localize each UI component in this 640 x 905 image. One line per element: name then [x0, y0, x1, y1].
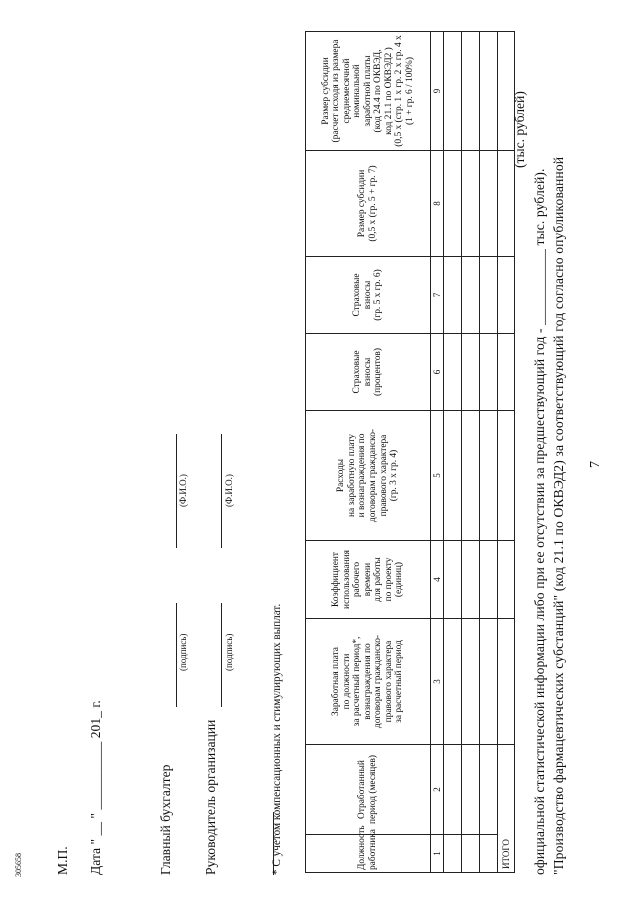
table-cell [462, 619, 480, 745]
col-header-expenses: Расходы на заработную плату и вознаграждения по договорам гражданско- правового характера (гр. 3 х гр. 4) [306, 411, 431, 541]
table-cell [480, 835, 498, 873]
head-name-line [221, 434, 222, 548]
heading-line-2: официальной статистической информации либо при ее отсутствии за предшествующий год - ___________ тыс. рублей). [532, 168, 547, 875]
col-header-coefficient: Коэффициент использования рабочего времени для работы по проекту (единиц) [306, 541, 431, 619]
total-label: ИТОГО [498, 745, 515, 873]
units-label: (тыс. рублей) [512, 91, 527, 168]
head-signature-caption: (подпись) [224, 633, 234, 671]
table-cell [462, 32, 480, 151]
table-cell [480, 619, 498, 745]
table-cell [462, 541, 480, 619]
accountant-name-line [176, 434, 177, 548]
accountant-signature-line [176, 603, 177, 707]
col-header-contrib-amount: Страховые взносы (гр. 5 х гр. 6) [306, 257, 431, 334]
table-cell [462, 835, 480, 873]
table-cell [444, 835, 462, 873]
table-cell [480, 745, 498, 835]
table-cell [498, 541, 515, 619]
column-number: 3 [431, 619, 444, 745]
table-cell [462, 257, 480, 334]
column-number: 2 [431, 745, 444, 835]
col-header-subsidy-average: Размер субсидии (расчет исходя из размера среднемесячной номинальной заработной платы (код 24.4 по ОКВЭД, код 21.1 по ОКВЭД2 ) (0,5 х (стр. 1 х гр. 2 х гр. 4 х (1 + гр. 6 / 100%) [306, 32, 431, 151]
table-cell [444, 151, 462, 257]
col-header-period: Отработанный период (месяцев) [306, 745, 431, 835]
table-row [444, 32, 462, 873]
table-cell [462, 411, 480, 541]
column-number: 7 [431, 257, 444, 334]
page-number: 7 [588, 461, 603, 468]
table-cell [444, 334, 462, 411]
table-cell [480, 411, 498, 541]
column-number: 5 [431, 411, 444, 541]
table-cell [462, 151, 480, 257]
table-cell [480, 257, 498, 334]
table-cell [462, 745, 480, 835]
head-name-caption: (Ф.И.О.) [224, 474, 234, 507]
table-cell [444, 619, 462, 745]
table-cell [498, 257, 515, 334]
table-cell [480, 32, 498, 151]
table-cell [444, 745, 462, 835]
table-cell [480, 151, 498, 257]
header-row [306, 32, 431, 873]
table-cell [462, 334, 480, 411]
total-row [498, 32, 515, 873]
col-header-position: Должность работника [306, 835, 431, 873]
column-number: 9 [431, 32, 444, 151]
column-number-row [431, 32, 444, 873]
stamp-placeholder: М.П. [55, 846, 70, 875]
table-cell [480, 541, 498, 619]
document-code: 305658 [14, 853, 23, 877]
subsidy-calculation-table [305, 31, 515, 873]
table-cell [444, 257, 462, 334]
table-cell [444, 541, 462, 619]
table-cell [498, 619, 515, 745]
column-number: 6 [431, 334, 444, 411]
col-header-subsidy: Размер субсидии (0,5 х (гр. 5 + гр. 7) [306, 151, 431, 257]
table-cell [444, 32, 462, 151]
accountant-signature-caption: (подпись) [178, 633, 188, 671]
table-cell [498, 32, 515, 151]
table-row [480, 32, 498, 873]
accountant-name-caption: (Ф.И.О.) [178, 474, 188, 507]
column-number: 8 [431, 151, 444, 257]
head-label: Руководитель организации [203, 719, 218, 875]
column-number: 4 [431, 541, 444, 619]
heading-line-1: "Производство фармацевтических субстанций" (код 21.1 по ОКВЭД2) за соответствующий год согласно опубликованной [551, 156, 566, 875]
table-cell [498, 334, 515, 411]
table-cell [444, 411, 462, 541]
table-row [462, 32, 480, 873]
date-line: Дата " __ " __________ 201_ г. [88, 700, 103, 875]
table-cell [480, 334, 498, 411]
col-header-salary: Заработная плата по должности за расчетный период*, вознаграждения по договорам гражданско- правового характера за расчетный период [306, 619, 431, 745]
col-header-contrib-percent: Страховые взносы (процентов) [306, 334, 431, 411]
table-cell [498, 151, 515, 257]
footnote: * С учетом компенсационных и стимулирующих выплат. [271, 603, 283, 875]
accountant-label: Главный бухгалтер [158, 764, 173, 875]
table-cell [498, 411, 515, 541]
column-number: 1 [431, 835, 444, 873]
head-signature-line [221, 603, 222, 707]
